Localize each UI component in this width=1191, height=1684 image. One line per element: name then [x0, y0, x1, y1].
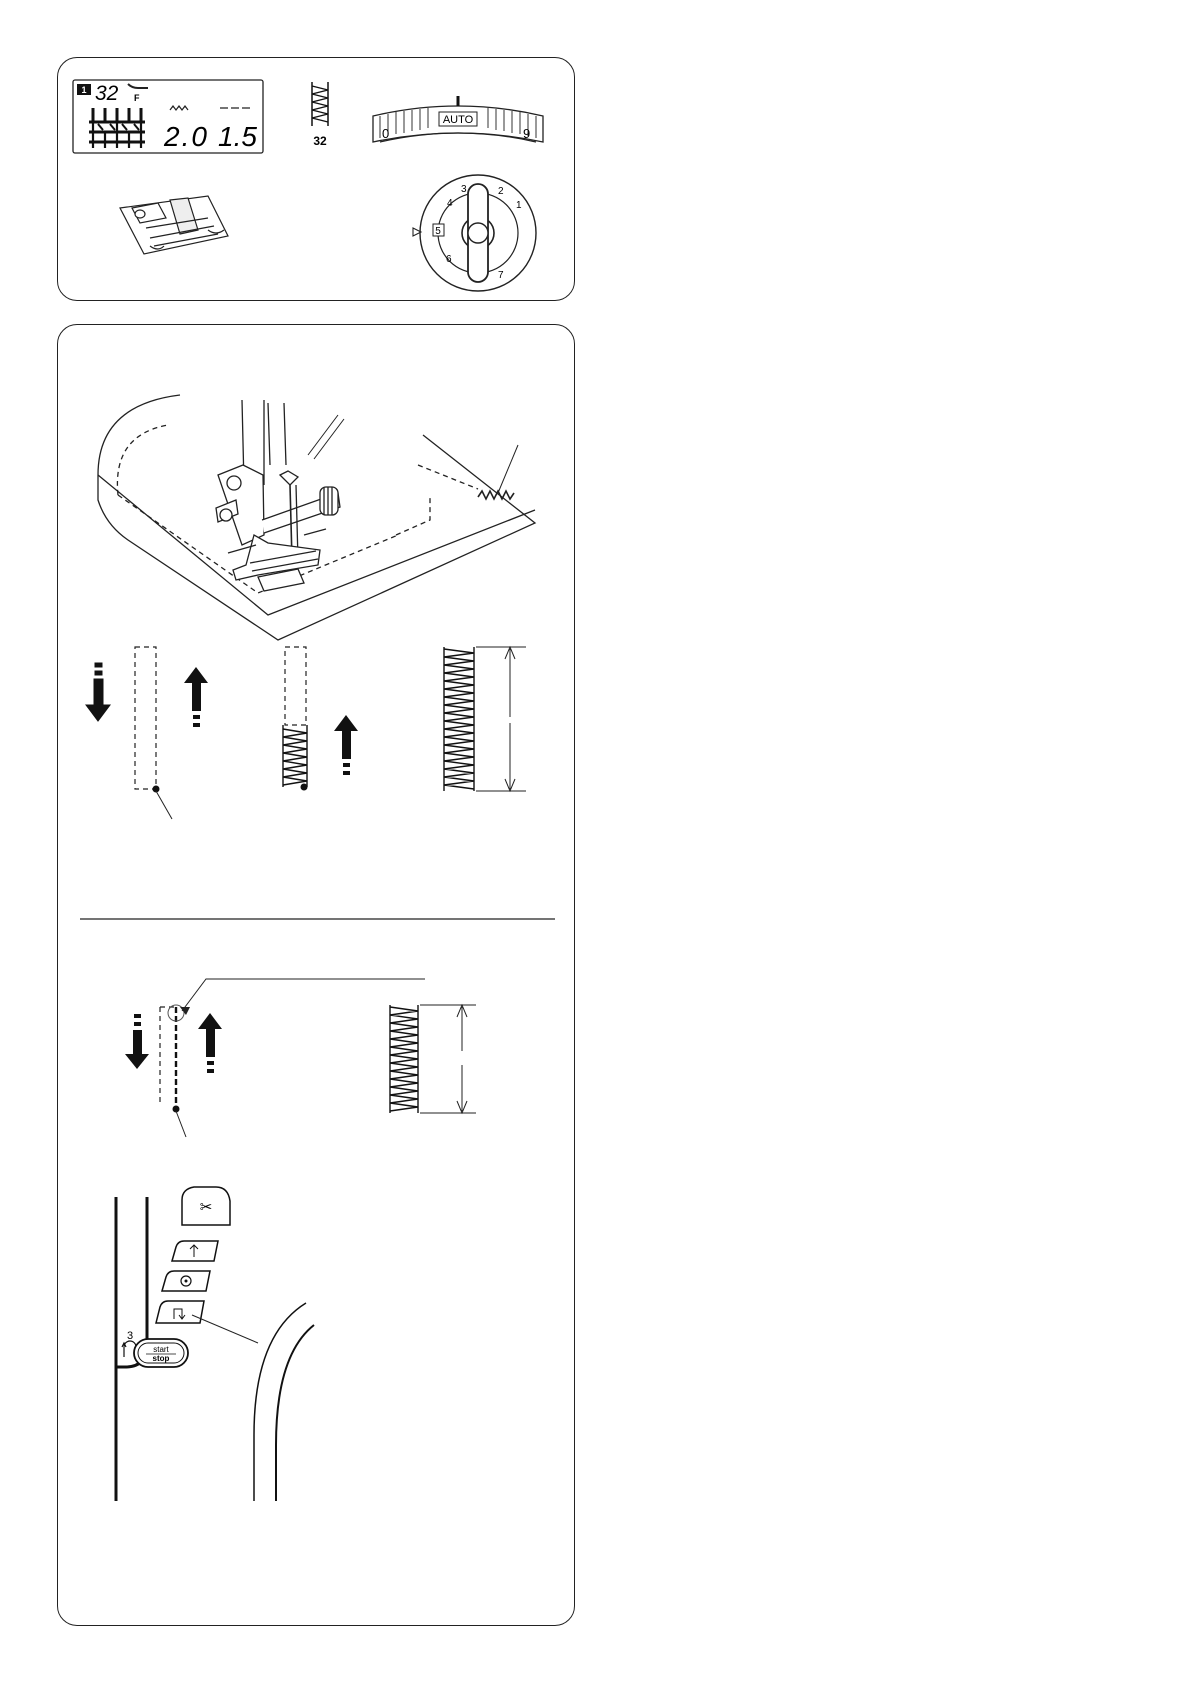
- stitch-length-value: 1.5: [218, 121, 257, 152]
- start-stop-button[interactable]: [134, 1339, 188, 1367]
- backward-arrow-icon: [125, 1014, 149, 1069]
- pressure-number: 2: [498, 186, 504, 197]
- step-d-diagram: [125, 979, 425, 1137]
- stitch-width-value: 2.0: [164, 121, 209, 152]
- pattern-number-display: 32: [95, 82, 119, 105]
- scissors-icon: ✂: [199, 1199, 213, 1216]
- pressure-selected: 5: [435, 226, 441, 237]
- tension-min-label: 0: [382, 126, 390, 141]
- forward-arrow-icon: [334, 715, 358, 775]
- forward-arrow-icon: [184, 667, 208, 727]
- bartack-outline: [135, 647, 156, 789]
- pressure-number: 7: [498, 270, 504, 281]
- bartack-illustrations: [58, 325, 576, 1627]
- pattern-32-icon: [312, 82, 328, 126]
- presser-foot-F-icon: [120, 196, 228, 254]
- step-a-diagram: [86, 647, 208, 819]
- thread-tension-dial[interactable]: [373, 96, 543, 142]
- instructions-panel: [57, 324, 575, 1626]
- reverse-button[interactable]: [156, 1301, 258, 1343]
- sewing-machine-foot-scene: [98, 395, 535, 640]
- tension-max-label: 9: [523, 126, 531, 141]
- pattern-icon-label: 32: [313, 134, 327, 148]
- stop-label: stop: [152, 1354, 170, 1363]
- settings-illustration: [58, 58, 576, 302]
- step-c-diagram: [444, 647, 526, 791]
- thread-cutter-button[interactable]: [182, 1187, 230, 1225]
- mode-badge: 1: [81, 85, 87, 95]
- settings-panel: [57, 57, 575, 301]
- tension-auto-label: AUTO: [442, 114, 474, 126]
- foot-pressure-dial[interactable]: [413, 175, 536, 291]
- forward-arrow-icon: [198, 1013, 222, 1073]
- lcd-display: [73, 80, 263, 153]
- reverse-count-label: 3: [126, 1330, 134, 1342]
- foot-letter: F: [134, 93, 140, 103]
- start-label: start: [153, 1345, 169, 1354]
- pressure-number: 4: [447, 198, 453, 209]
- step-e-diagram: [390, 1005, 476, 1113]
- backward-arrow-icon: [86, 663, 110, 721]
- pressure-number: 1: [516, 200, 522, 211]
- pressure-number: 3: [461, 184, 467, 195]
- needle-up-down-button[interactable]: [172, 1241, 218, 1261]
- lock-stitch-button[interactable]: [162, 1271, 210, 1291]
- step-b-diagram: [283, 647, 358, 791]
- pressure-number: 6: [446, 254, 452, 265]
